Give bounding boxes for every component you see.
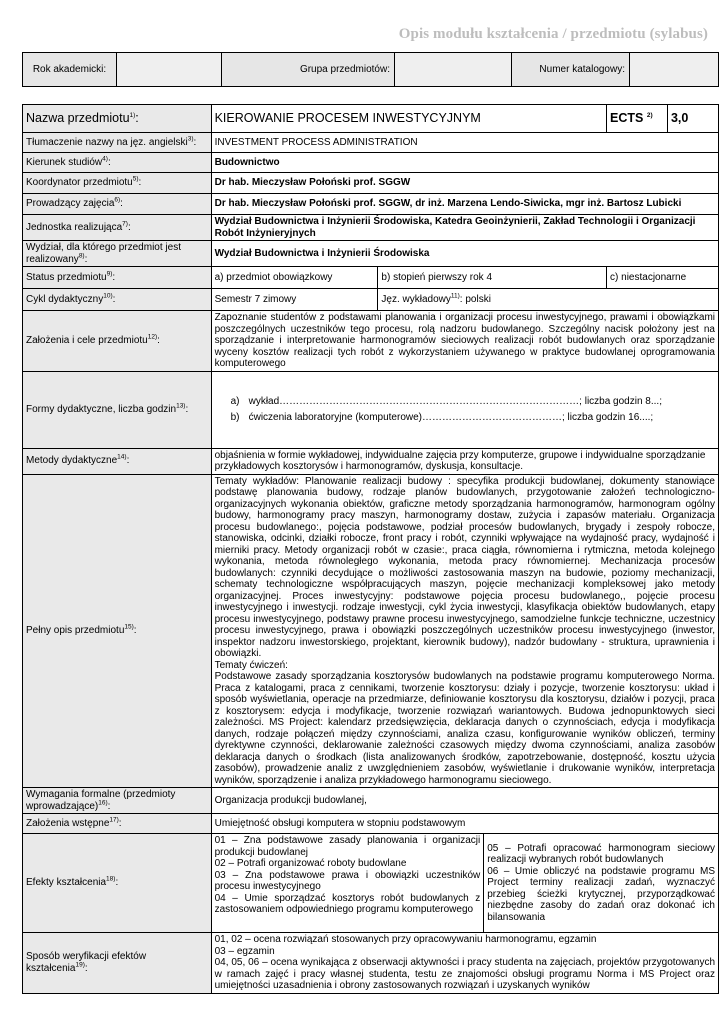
- instructors-label: Prowadzący zajęcia$^{6)}$:: [23, 194, 212, 215]
- coordinator-label: Koordynator przedmiotu$^{5)}$:: [23, 173, 212, 194]
- requirements-label: Wymagania formalne (przedmioty wprowadzające)$^{16)}$:: [23, 788, 212, 814]
- document-title: Opis modułu kształcenia / przedmiotu (sylabus): [398, 26, 708, 42]
- form-item: b) ćwiczenia laboratoryjne (komputerowe)……………………………………; liczba godzin 16....;: [230, 412, 654, 423]
- faculty-label: Wydział, dla którego przedmiot jest realizowany$^{8)}$:: [23, 241, 212, 267]
- learning-outcomes-label: Efekty kształcenia$^{18)}$:: [23, 834, 212, 933]
- exercises-heading: Tematy ćwiczeń:: [214, 659, 288, 671]
- instructors-value: Dr hab. Mieczysław Połoński prof. SGGW, dr inż. Marzena Lendo-Siwicka, mgr inż. Bartosz Lubicki: [211, 194, 718, 215]
- lectures-text: Tematy wykładów: Planowanie realizacji budowy : specyfika produkcji budowlanej, dokumenty stanowiące podstawę planowania budowy, rodzaje planów budowlanych, przygotowanie założeń technologiczno-organizacyjnych wykonania obiektów, graficzne metody sporządzania harmonogramów, harmonogram ogólny budowy, harmonogramy pracy maszyn, harmonogramy dostaw, zużycia i zapasów materiału. Organizacja procesu budowlanego:, pojęcia podstawowe, podział procesów budowlanych, brygady i zespoły robocze, stanowiska, odcinki, działki robocze, front pracy i robót, czynniki wpływające na wydajność pracy, wydajność i mierniki pracy. Metody organizacji robót w czasie:, praca ciągła, równomierna i rytmiczna, metoda kolejnego wykonania, metoda równoległego wykonania, metoda pracy równomiernej. Mechanizacja procesów budowlanych: czynniki decydujące o możliwości zastosowania maszyn na budowie, poziomy mechanizacji, schematy technologiczne współpracujących maszyn, pojęcie mechanizacji kompleksowej jako metody organizacyjnej. Proces inwestycyjny: podstawowe pojęcia procesu budowlanego,, pojęcie procesu inwestycyjnego i inwestycji. rodzaje inwestycji, cykl życia inwestycji, klasyfikacja obiektów budowlanych, etapy procesu inwestycyjnego, podstawy prawne procesu inwestycyjnego, samodzielne funkcje techniczne, uczestnicy procesu inwestycyjnego, prawa i obowiązki poszczególnych uczestników procesu inwestycyjnego (inwestor, inspektor nadzoru inwestorskiego, projektant, kierownik budowy), nadzór budowlany - struktura, uprawnienia i obowiązki.: [214, 475, 715, 659]
- ects-value: 3,0: [667, 105, 718, 133]
- cycle-label: Cykl dydaktyczny$^{10)}$:: [23, 289, 212, 311]
- syllabus-table: [22, 104, 719, 994]
- status-c: c) niestacjonarne: [607, 267, 719, 289]
- forms-value: [211, 371, 718, 448]
- form-item: a) wykład………………………………………………………………………………; liczba godzin 8...;: [230, 395, 662, 407]
- requirements-value: Organizacja produkcji budowlanej,: [211, 788, 718, 814]
- methods-value: objaśnienia w formie wykładowej, indywidualne zajęcia przy komputerze, grupowe i indywidualne sporządzanie przykładowych kosztorysów i harmonogramów, dyskusja, konsultacje.: [211, 448, 718, 474]
- academic-year-field[interactable]: [117, 53, 222, 87]
- unit-value: Wydział Budownictwa i Inżynierii Środowiska, Katedra Geoinżynierii, Zakład Technologii i Organizacji Robót Inżynieryjnych: [211, 215, 718, 241]
- status-a: a) przedmiot obowiązkowy: [211, 267, 378, 289]
- prerequisites-label: Założenia wstępne$^{17)}$:: [23, 814, 212, 834]
- status-b: b) stopień pierwszy rok 4: [378, 267, 607, 289]
- row-nazwa: [23, 105, 719, 133]
- english-name-label: Tłumaczenie nazwy na jęz. angielski$^{3)}$:: [23, 133, 212, 153]
- english-name-value: INVESTMENT PROCESS ADMINISTRATION: [211, 133, 718, 153]
- forms-label: Formy dydaktyczne, liczba godzin$^{13)}$:: [23, 371, 212, 448]
- semester-value: Semestr 7 zimowy: [211, 289, 378, 311]
- field-of-study-label: Kierunek studiów$^{4)}$:: [23, 153, 212, 173]
- subject-name-label: Nazwa przedmiotu$^{1)}$:: [23, 105, 212, 133]
- learning-outcomes-right: 05 – Potrafi opracować harmonogram sieciowy realizacji wybranych robót budowlanych 06 – Umie obliczyć na podstawie programu MS Project terminy realizacji zadań, wyznaczyć przebieg ścieżki krytycznej, przyporządkować niezbędne zasoby do zadań oraz dokonać ich bilansowania: [484, 834, 719, 933]
- catalog-number-label: Numer katalogowy:: [512, 53, 630, 87]
- field-of-study-value: Budownictwo: [211, 153, 718, 173]
- status-label: Status przedmiotu$^{9)}$:: [23, 267, 212, 289]
- goals-value: Zapoznanie studentów z podstawami planowania i organizacji procesu inwestycyjnego, prawami i obowiązkami poszczególnych uczestników tego procesu, rolą nadzoru budowlanego. Szczególny nacisk położony jest na sporządzanie i interpretowanie harmonogramów sieciowych realizacji robót budowlanych oraz sporządzanie wyceny kosztów realizacji tych robót z wykorzystaniem używanego w praktyce budowlanej oprogramowania komputerowego: [211, 311, 718, 372]
- subject-group-field[interactable]: [395, 53, 512, 87]
- goals-label: Założenia i cele przedmiotu$^{12)}$:: [23, 311, 212, 372]
- unit-label: Jednostka realizująca$^{7)}$:: [23, 215, 212, 241]
- header-table: [22, 52, 719, 87]
- learning-outcomes-left: 01 – Zna podstawowe zasady planowania i organizacji produkcji budowlanej 02 – Potrafi organizować roboty budowlane 03 – Zna podstawowe prawa i obowiązki uczestników procesu inwestycyjnego 04 – Umie sporządzać kosztorys robót budowlanych z zastosowaniem odpowiedniego programu komputerowego: [211, 834, 484, 933]
- methods-label: Metody dydaktyczne$^{14)}$:: [23, 448, 212, 474]
- academic-year-label: Rok akademicki:: [23, 53, 117, 87]
- verification-value: 01, 02 – ocena rozwiązań stosowanych przy opracowywaniu harmonogramu, egzamin 03 – egzamin 04, 05, 06 – ocena wynikająca z obserwacji aktywności i pracy studenta na zajęciach, projektów przygotowanych w ramach zajęć i pracy własnej studenta, testu ze znajomości obsługi programu Norma i MS Project oraz umiejętności uzasadnienia i obrony zastosowanych rozwiązań i uzyskanych wyników: [211, 933, 718, 994]
- full-description-label: Pełny opis przedmiotu$^{15)}$:: [23, 474, 212, 788]
- verification-label: Sposób weryfikacji efektów kształcenia$^{19)}$:: [23, 933, 212, 994]
- language-value: Jęz. wykładowy$^{11)}$: polski: [378, 289, 719, 311]
- full-description-value: [211, 474, 718, 788]
- subject-group-label: Grupa przedmiotów:: [222, 53, 395, 87]
- coordinator-value: Dr hab. Mieczysław Połoński prof. SGGW: [211, 173, 718, 194]
- subject-name-value: KIEROWANIE PROCESEM INWESTYCYJNYM: [211, 105, 606, 133]
- prerequisites-value: Umiejętność obsługi komputera w stopniu podstawowym: [211, 814, 718, 834]
- exercises-text: Podstawowe zasady sporządzania kosztorysów budowlanych na podstawie programu komputerowego Norma. Praca z katalogami, praca z cennikami, tworzenie kosztorysu: działy i pozycje, tworzenie kosztorysu: układ i sposób wyświetlania, operacje na przedmiarze, definiowanie kosztorysu dla kosztorysu, działów i pozycji, praca z kosztorysem: edycja i modyfikacje, tworzenie rozwiązań wariantowych. Budowa jednopunktowych sieci zależności. MS Project: kalendarz przedsięwzięcia, deklaracja danych o czynnościach, edycja i modyfikacja danych, rodzaje połączeń między czynnościami, analiza czasu, konfigurowanie wyników obliczeń, terminy dyrektywne czynności, deklarowanie zależności czasowych między dwoma czynnościami, analiza zasobów deklaracja danych o środkach (lista analizowanych środków, zapotrzebowanie, dostępność, kosztu użycia zasobów), prowadzenie analiz z uwzględnieniem zasobów, wyświetlanie i drukowanie wyników, interpretacja wyników, sporządzenie i analiza przykładowego harmonogramu sieciowego.: [214, 671, 715, 786]
- faculty-value: Wydział Budownictwa i Inżynierii Środowiska: [211, 241, 718, 267]
- catalog-number-field[interactable]: [630, 53, 719, 87]
- ects-label: ECTS $^{2)}$: [607, 105, 668, 133]
